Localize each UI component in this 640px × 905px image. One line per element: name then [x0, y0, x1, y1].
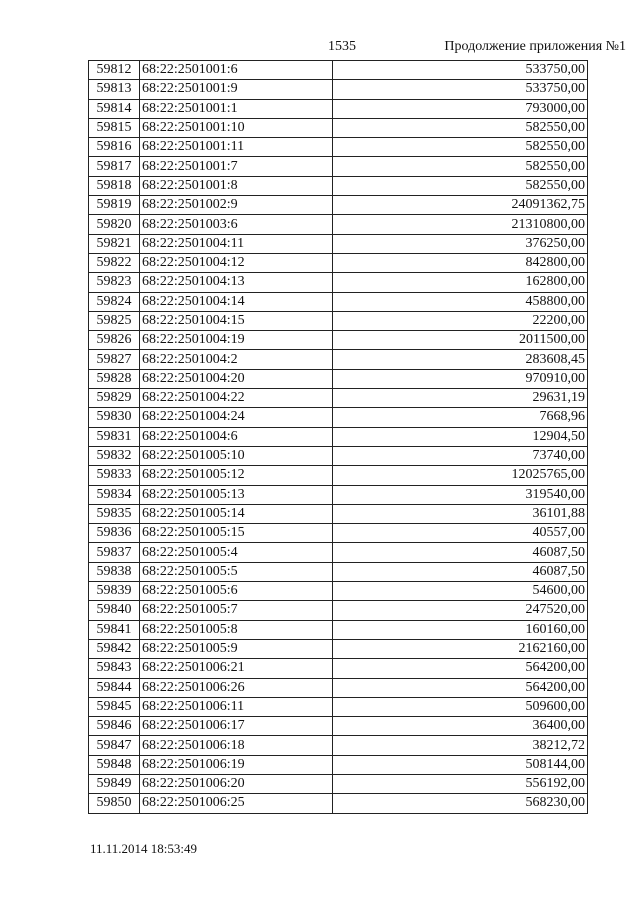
cadastral-value-cell: 568230,00	[333, 794, 588, 813]
row-number-cell: 59843	[89, 659, 140, 678]
cadastral-value-cell: 29631,19	[333, 389, 588, 408]
row-number-cell: 59842	[89, 639, 140, 658]
cadastral-number-cell: 68:22:2501005:7	[140, 601, 333, 620]
cadastral-value-table	[88, 60, 588, 814]
row-number-cell: 59836	[89, 524, 140, 543]
table-row	[89, 736, 588, 755]
row-number-cell: 59835	[89, 504, 140, 523]
table-row	[89, 215, 588, 234]
cadastral-value-cell: 283608,45	[333, 350, 588, 369]
cadastral-value-cell: 36400,00	[333, 717, 588, 736]
cadastral-number-cell: 68:22:2501004:12	[140, 253, 333, 272]
table-row	[89, 794, 588, 813]
table-row	[89, 80, 588, 99]
table-row	[89, 331, 588, 350]
row-number-cell: 59812	[89, 61, 140, 80]
table-row	[89, 311, 588, 330]
cadastral-value-cell: 556192,00	[333, 774, 588, 793]
cadastral-value-cell: 2162160,00	[333, 639, 588, 658]
cadastral-number-cell: 68:22:2501003:6	[140, 215, 333, 234]
cadastral-value-cell: 36101,88	[333, 504, 588, 523]
table-row	[89, 157, 588, 176]
table-row	[89, 678, 588, 697]
cadastral-number-cell: 68:22:2501005:9	[140, 639, 333, 658]
cadastral-value-cell: 970910,00	[333, 369, 588, 388]
row-number-cell: 59825	[89, 311, 140, 330]
row-number-cell: 59844	[89, 678, 140, 697]
cadastral-value-cell: 73740,00	[333, 446, 588, 465]
table-row	[89, 620, 588, 639]
cadastral-number-cell: 68:22:2501004:19	[140, 331, 333, 350]
cadastral-value-cell: 12904,50	[333, 427, 588, 446]
cadastral-number-cell: 68:22:2501002:9	[140, 196, 333, 215]
row-number-cell: 59817	[89, 157, 140, 176]
table-row	[89, 697, 588, 716]
row-number-cell: 59821	[89, 234, 140, 253]
row-number-cell: 59845	[89, 697, 140, 716]
cadastral-value-cell: 12025765,00	[333, 466, 588, 485]
table-row	[89, 138, 588, 157]
cadastral-value-cell: 2011500,00	[333, 331, 588, 350]
cadastral-value-cell: 162800,00	[333, 273, 588, 292]
row-number-cell: 59833	[89, 466, 140, 485]
row-number-cell: 59816	[89, 138, 140, 157]
cadastral-value-cell: 793000,00	[333, 99, 588, 118]
cadastral-number-cell: 68:22:2501006:11	[140, 697, 333, 716]
table-row	[89, 176, 588, 195]
cadastral-number-cell: 68:22:2501005:6	[140, 582, 333, 601]
cadastral-number-cell: 68:22:2501005:12	[140, 466, 333, 485]
cadastral-number-cell: 68:22:2501005:5	[140, 562, 333, 581]
cadastral-number-cell: 68:22:2501006:18	[140, 736, 333, 755]
table-row	[89, 61, 588, 80]
row-number-cell: 59840	[89, 601, 140, 620]
cadastral-value-cell: 22200,00	[333, 311, 588, 330]
row-number-cell: 59829	[89, 389, 140, 408]
row-number-cell: 59830	[89, 408, 140, 427]
table-row	[89, 350, 588, 369]
cadastral-number-cell: 68:22:2501006:19	[140, 755, 333, 774]
row-number-cell: 59838	[89, 562, 140, 581]
cadastral-number-cell: 68:22:2501006:20	[140, 774, 333, 793]
cadastral-value-cell: 21310800,00	[333, 215, 588, 234]
cadastral-number-cell: 68:22:2501004:6	[140, 427, 333, 446]
row-number-cell: 59814	[89, 99, 140, 118]
table-row	[89, 273, 588, 292]
cadastral-value-cell: 38212,72	[333, 736, 588, 755]
table-row	[89, 755, 588, 774]
row-number-cell: 59819	[89, 196, 140, 215]
row-number-cell: 59837	[89, 543, 140, 562]
appendix-continuation-note: Продолжение приложения №1	[444, 39, 626, 54]
cadastral-value-cell: 376250,00	[333, 234, 588, 253]
page-number: 1535	[328, 39, 356, 54]
cadastral-number-cell: 68:22:2501004:15	[140, 311, 333, 330]
cadastral-value-cell: 582550,00	[333, 118, 588, 137]
row-number-cell: 59828	[89, 369, 140, 388]
table-row	[89, 118, 588, 137]
cadastral-value-cell: 582550,00	[333, 138, 588, 157]
table-row	[89, 659, 588, 678]
cadastral-value-cell: 247520,00	[333, 601, 588, 620]
cadastral-value-cell: 46087,50	[333, 562, 588, 581]
cadastral-value-cell: 458800,00	[333, 292, 588, 311]
row-number-cell: 59827	[89, 350, 140, 369]
cadastral-value-cell: 40557,00	[333, 524, 588, 543]
cadastral-number-cell: 68:22:2501004:20	[140, 369, 333, 388]
cadastral-number-cell: 68:22:2501001:11	[140, 138, 333, 157]
cadastral-value-cell: 564200,00	[333, 678, 588, 697]
cadastral-number-cell: 68:22:2501005:13	[140, 485, 333, 504]
cadastral-number-cell: 68:22:2501001:6	[140, 61, 333, 80]
table-row	[89, 524, 588, 543]
table-row	[89, 717, 588, 736]
cadastral-number-cell: 68:22:2501001:10	[140, 118, 333, 137]
table-row	[89, 292, 588, 311]
cadastral-number-cell: 68:22:2501001:1	[140, 99, 333, 118]
cadastral-value-cell: 319540,00	[333, 485, 588, 504]
cadastral-number-cell: 68:22:2501005:4	[140, 543, 333, 562]
cadastral-number-cell: 68:22:2501005:15	[140, 524, 333, 543]
table-row	[89, 253, 588, 272]
cadastral-number-cell: 68:22:2501006:21	[140, 659, 333, 678]
row-number-cell: 59847	[89, 736, 140, 755]
cadastral-value-cell: 54600,00	[333, 582, 588, 601]
table-row	[89, 408, 588, 427]
cadastral-value-cell: 582550,00	[333, 157, 588, 176]
row-number-cell: 59823	[89, 273, 140, 292]
row-number-cell: 59832	[89, 446, 140, 465]
cadastral-number-cell: 68:22:2501006:26	[140, 678, 333, 697]
row-number-cell: 59849	[89, 774, 140, 793]
cadastral-number-cell: 68:22:2501001:7	[140, 157, 333, 176]
cadastral-value-cell: 582550,00	[333, 176, 588, 195]
row-number-cell: 59824	[89, 292, 140, 311]
cadastral-number-cell: 68:22:2501006:17	[140, 717, 333, 736]
table-row	[89, 389, 588, 408]
cadastral-value-cell: 533750,00	[333, 61, 588, 80]
row-number-cell: 59848	[89, 755, 140, 774]
cadastral-number-cell: 68:22:2501001:9	[140, 80, 333, 99]
table-row	[89, 504, 588, 523]
table-row	[89, 234, 588, 253]
row-number-cell: 59822	[89, 253, 140, 272]
table-row	[89, 427, 588, 446]
cadastral-number-cell: 68:22:2501006:25	[140, 794, 333, 813]
cadastral-value-cell: 842800,00	[333, 253, 588, 272]
row-number-cell: 59815	[89, 118, 140, 137]
cadastral-value-cell: 564200,00	[333, 659, 588, 678]
row-number-cell: 59846	[89, 717, 140, 736]
row-number-cell: 59831	[89, 427, 140, 446]
table-row	[89, 485, 588, 504]
row-number-cell: 59850	[89, 794, 140, 813]
print-timestamp: 11.11.2014 18:53:49	[90, 841, 198, 856]
table-row	[89, 601, 588, 620]
row-number-cell: 59839	[89, 582, 140, 601]
cadastral-number-cell: 68:22:2501005:10	[140, 446, 333, 465]
cadastral-value-cell: 533750,00	[333, 80, 588, 99]
table-row	[89, 466, 588, 485]
row-number-cell: 59820	[89, 215, 140, 234]
cadastral-value-cell: 509600,00	[333, 697, 588, 716]
row-number-cell: 59818	[89, 176, 140, 195]
cadastral-number-cell: 68:22:2501004:2	[140, 350, 333, 369]
table-row	[89, 369, 588, 388]
cadastral-number-cell: 68:22:2501004:22	[140, 389, 333, 408]
table-row	[89, 639, 588, 658]
cadastral-number-cell: 68:22:2501005:14	[140, 504, 333, 523]
cadastral-number-cell: 68:22:2501004:13	[140, 273, 333, 292]
table-body	[89, 61, 588, 814]
cadastral-value-cell: 508144,00	[333, 755, 588, 774]
cadastral-number-cell: 68:22:2501004:14	[140, 292, 333, 311]
row-number-cell: 59826	[89, 331, 140, 350]
cadastral-value-cell: 160160,00	[333, 620, 588, 639]
cadastral-number-cell: 68:22:2501005:8	[140, 620, 333, 639]
table-row	[89, 196, 588, 215]
table-row	[89, 543, 588, 562]
cadastral-value-cell: 24091362,75	[333, 196, 588, 215]
table-row	[89, 774, 588, 793]
table-row	[89, 562, 588, 581]
table-row	[89, 582, 588, 601]
cadastral-number-cell: 68:22:2501001:8	[140, 176, 333, 195]
cadastral-number-cell: 68:22:2501004:11	[140, 234, 333, 253]
row-number-cell: 59841	[89, 620, 140, 639]
cadastral-value-cell: 7668,96	[333, 408, 588, 427]
row-number-cell: 59813	[89, 80, 140, 99]
table-row	[89, 99, 588, 118]
table-row	[89, 446, 588, 465]
row-number-cell: 59834	[89, 485, 140, 504]
cadastral-value-cell: 46087,50	[333, 543, 588, 562]
cadastral-number-cell: 68:22:2501004:24	[140, 408, 333, 427]
